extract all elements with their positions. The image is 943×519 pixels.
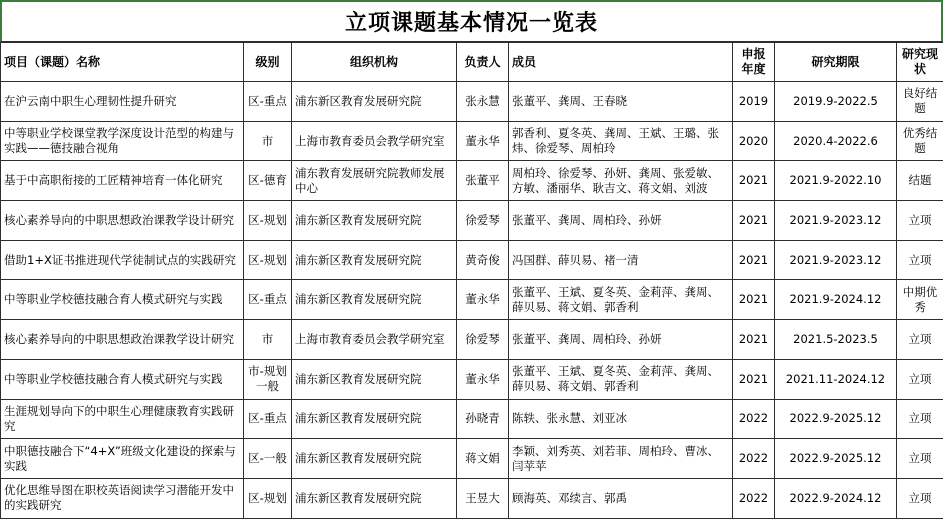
cell-org[interactable]: 上海市教育委员会教学研究室	[292, 121, 457, 161]
table-row	[1, 201, 943, 241]
header-level[interactable]: 级别	[244, 43, 292, 82]
cell-org[interactable]: 浦东教育发展研究院教师发展中心	[292, 161, 457, 201]
cell-members[interactable]: 张董平、龚周、周柏玲、孙妍	[509, 320, 733, 360]
cell-project[interactable]: 基于中高职衔接的工匠精神培育一体化研究	[1, 161, 244, 201]
cell-org[interactable]: 浦东新区教育发展研究院	[292, 399, 457, 439]
cell-lead[interactable]: 董永华	[457, 121, 509, 161]
cell-lead[interactable]: 董永华	[457, 280, 509, 320]
table-title: 立项课题基本情况一览表	[345, 6, 598, 37]
cell-status[interactable]: 立项	[897, 201, 943, 241]
cell-lead[interactable]: 孙晓青	[457, 399, 509, 439]
cell-status[interactable]: 立项	[897, 320, 943, 360]
cell-level[interactable]: 区-重点	[244, 399, 292, 439]
cell-period[interactable]: 2022.9-2024.12	[775, 478, 897, 518]
cell-period[interactable]: 2021.9-2023.12	[775, 240, 897, 280]
table-row	[1, 478, 943, 518]
cell-org[interactable]: 浦东新区教育发展研究院	[292, 280, 457, 320]
header-period[interactable]: 研究期限	[775, 43, 897, 82]
table-row	[1, 399, 943, 439]
cell-project[interactable]: 在沪云南中职生心理韧性提升研究	[1, 82, 244, 122]
cell-lead[interactable]: 张董平	[457, 161, 509, 201]
cell-org[interactable]: 上海市教育委员会教学研究室	[292, 320, 457, 360]
header-row	[1, 43, 943, 82]
cell-lead[interactable]: 董永华	[457, 359, 509, 399]
cell-year[interactable]: 2021	[733, 161, 775, 201]
cell-year[interactable]: 2021	[733, 280, 775, 320]
cell-org[interactable]: 浦东新区教育发展研究院	[292, 478, 457, 518]
cell-year[interactable]: 2021	[733, 320, 775, 360]
cell-status[interactable]: 优秀结题	[897, 121, 943, 161]
cell-project[interactable]: 中等职业学校德技融合育人模式研究与实践	[1, 280, 244, 320]
cell-period[interactable]: 2020.4-2022.6	[775, 121, 897, 161]
table-row	[1, 161, 943, 201]
cell-level[interactable]: 市	[244, 320, 292, 360]
table-row	[1, 439, 943, 479]
cell-status[interactable]: 立项	[897, 399, 943, 439]
cell-year[interactable]: 2019	[733, 82, 775, 122]
cell-project[interactable]: 借助1+X证书推进现代学徒制试点的实践研究	[1, 240, 244, 280]
cell-members[interactable]: 冯国群、薛贝易、褚一清	[509, 240, 733, 280]
cell-members[interactable]: 陈轶、张永慧、刘亚冰	[509, 399, 733, 439]
cell-year[interactable]: 2021	[733, 201, 775, 241]
cell-lead[interactable]: 王昱大	[457, 478, 509, 518]
cell-project[interactable]: 中等职业学校德技融合育人模式研究与实践	[1, 359, 244, 399]
cell-project[interactable]: 中职德技融合下“4+X”班级文化建设的探索与实践	[1, 439, 244, 479]
cell-org[interactable]: 浦东新区教育发展研究院	[292, 201, 457, 241]
cell-members[interactable]: 张董平、龚周、周柏玲、孙妍	[509, 201, 733, 241]
cell-org[interactable]: 浦东新区教育发展研究院	[292, 359, 457, 399]
cell-project[interactable]: 核心素养导向的中职思想政治课教学设计研究	[1, 201, 244, 241]
cell-project[interactable]: 中等职业学校课堂教学深度设计范型的构建与实践——德技融合视角	[1, 121, 244, 161]
cell-org[interactable]: 浦东新区教育发展研究院	[292, 82, 457, 122]
cell-year[interactable]: 2020	[733, 121, 775, 161]
cell-level[interactable]: 区-德育	[244, 161, 292, 201]
cell-lead[interactable]: 张永慧	[457, 82, 509, 122]
cell-year[interactable]: 2021	[733, 359, 775, 399]
cell-period[interactable]: 2022.9-2025.12	[775, 439, 897, 479]
cell-project[interactable]: 优化思维导图在职校英语阅读学习潜能开发中的实践研究	[1, 478, 244, 518]
cell-status[interactable]: 立项	[897, 240, 943, 280]
cell-level[interactable]: 区-重点	[244, 280, 292, 320]
cell-year[interactable]: 2022	[733, 399, 775, 439]
header-status[interactable]: 研究现状	[897, 43, 943, 82]
cell-status[interactable]: 结题	[897, 161, 943, 201]
table-title-cell[interactable]	[0, 0, 943, 42]
cell-lead[interactable]: 徐爱琴	[457, 320, 509, 360]
cell-period[interactable]: 2021.11-2024.12	[775, 359, 897, 399]
table-row	[1, 320, 943, 360]
cell-status[interactable]: 立项	[897, 439, 943, 479]
cell-year[interactable]: 2021	[733, 240, 775, 280]
table-row	[1, 121, 943, 161]
cell-level[interactable]: 区-规划	[244, 478, 292, 518]
project-table	[0, 42, 943, 519]
cell-level[interactable]: 区-规划	[244, 201, 292, 241]
cell-project[interactable]: 核心素养导向的中职思想政治课教学设计研究	[1, 320, 244, 360]
cell-period[interactable]: 2021.5-2023.5	[775, 320, 897, 360]
cell-members[interactable]: 郭香利、夏冬英、龚周、王斌、王璐、张炜、徐爱琴、周柏玲	[509, 121, 733, 161]
cell-period[interactable]: 2021.9-2023.12	[775, 201, 897, 241]
cell-members[interactable]: 张董平、王斌、夏冬英、金莉萍、龚周、薛贝易、蒋文娟、郭香利	[509, 359, 733, 399]
table-row	[1, 82, 943, 122]
cell-members[interactable]: 张董平、龚周、王春晓	[509, 82, 733, 122]
cell-year[interactable]: 2022	[733, 439, 775, 479]
cell-level[interactable]: 区-一般	[244, 439, 292, 479]
cell-status[interactable]: 中期优秀	[897, 280, 943, 320]
cell-period[interactable]: 2021.9-2022.10	[775, 161, 897, 201]
cell-level[interactable]: 区-重点	[244, 82, 292, 122]
cell-members[interactable]: 周柏玲、徐爱琴、孙妍、龚周、张爱敏、方敏、潘丽华、耿吉文、蒋文娟、刘波	[509, 161, 733, 201]
cell-level[interactable]: 市-规划一般	[244, 359, 292, 399]
cell-lead[interactable]: 徐爱琴	[457, 201, 509, 241]
cell-org[interactable]: 浦东新区教育发展研究院	[292, 439, 457, 479]
cell-level[interactable]: 区-规划	[244, 240, 292, 280]
cell-status[interactable]: 良好结题	[897, 82, 943, 122]
cell-org[interactable]: 浦东新区教育发展研究院	[292, 240, 457, 280]
header-project[interactable]: 项目（课题）名称	[1, 43, 244, 82]
table-row	[1, 240, 943, 280]
table-body	[1, 82, 943, 519]
cell-lead[interactable]: 黄奇俊	[457, 240, 509, 280]
cell-status[interactable]: 立项	[897, 478, 943, 518]
header-members[interactable]: 成员	[509, 43, 733, 82]
cell-period[interactable]: 2021.9-2024.12	[775, 280, 897, 320]
cell-members[interactable]: 李颖、刘秀英、刘若菲、周柏玲、曹冰、闫苹苹	[509, 439, 733, 479]
cell-period[interactable]: 2022.9-2025.12	[775, 399, 897, 439]
cell-members[interactable]: 张董平、王斌、夏冬英、金莉萍、龚周、薛贝易、蒋文娟、郭香利	[509, 280, 733, 320]
header-org[interactable]: 组织机构	[292, 43, 457, 82]
cell-period[interactable]: 2019.9-2022.5	[775, 82, 897, 122]
cell-year[interactable]: 2022	[733, 478, 775, 518]
cell-status[interactable]: 立项	[897, 359, 943, 399]
table-row	[1, 280, 943, 320]
cell-level[interactable]: 市	[244, 121, 292, 161]
table-row	[1, 359, 943, 399]
header-year[interactable]: 申报年度	[733, 43, 775, 82]
cell-members[interactable]: 顾海英、邓续言、郭禹	[509, 478, 733, 518]
cell-project[interactable]: 生涯规划导向下的中职生心理健康教育实践研究	[1, 399, 244, 439]
header-lead[interactable]: 负责人	[457, 43, 509, 82]
cell-lead[interactable]: 蒋文娟	[457, 439, 509, 479]
